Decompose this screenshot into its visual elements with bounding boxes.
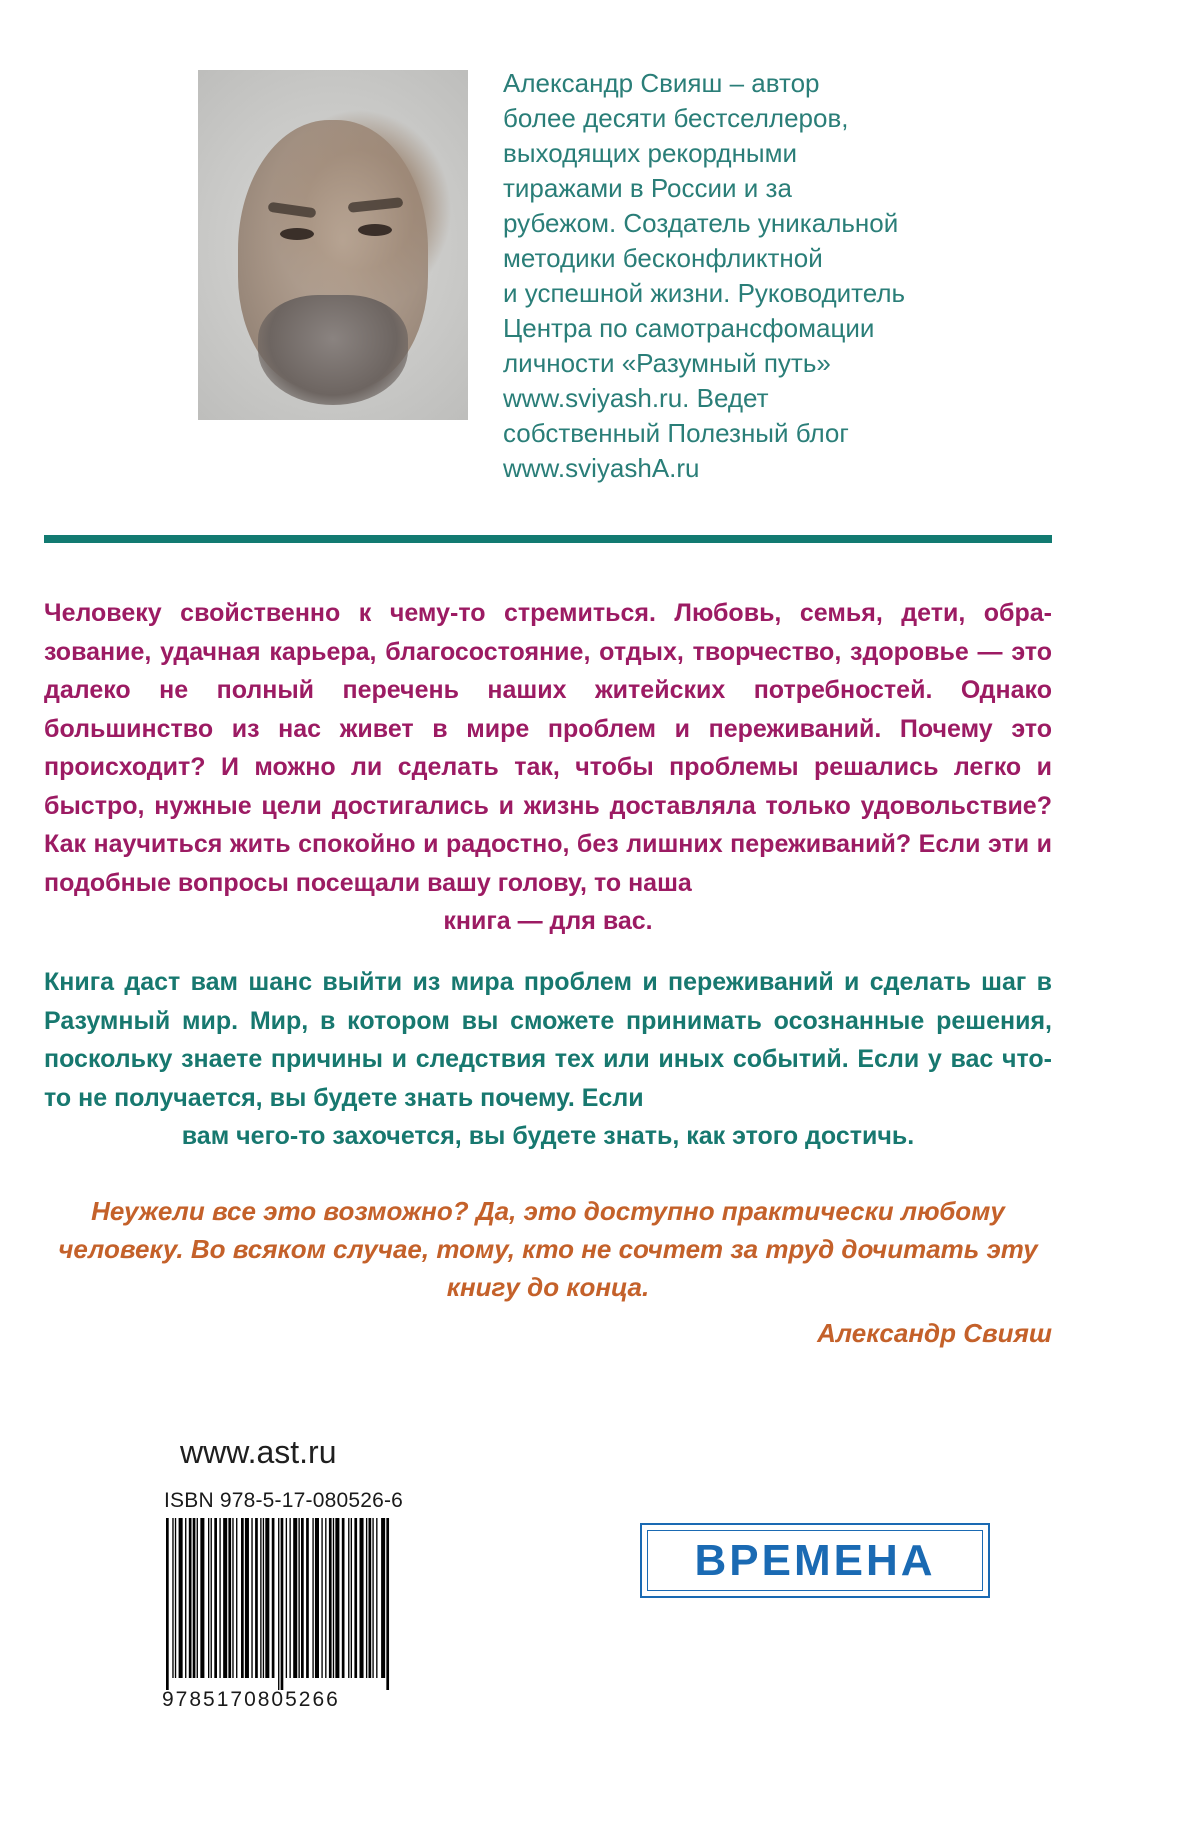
bio-line: Александр Свияш – автор xyxy=(503,68,820,98)
publisher-logo xyxy=(640,1523,990,1598)
barcode-bar xyxy=(189,1518,192,1678)
paragraph-1-body: Человеку свойственно к чему-то стремиться. Любовь, семья, дети, образование, удачная карьера, благосостояние, отдых, творчество, здоровье — это далеко не полный перечень наших житейских потребностей. Однако большинство из нас живет в мире проблем и переживаний. Почему это происходит? И можно ли сделать так, чтобы проблемы решались легко и быстро, нужные цели достигались и жизнь доставляла только удовольствие? Как научиться жить спокойно и радостно, без лишних переживаний? Если эти и подобные вопросы посещали вашу голову, то наша xyxy=(44,599,1052,897)
barcode-bar xyxy=(166,1518,169,1690)
barcode-bar xyxy=(348,1518,349,1678)
author-bio xyxy=(503,66,983,486)
publisher-website[interactable]: www.ast.ru xyxy=(180,1434,337,1470)
publisher-logo-text: ВРЕМЕНА xyxy=(694,1535,936,1585)
barcode-bar xyxy=(223,1518,227,1678)
barcode-bar xyxy=(329,1518,332,1678)
barcode-bar xyxy=(197,1518,198,1678)
barcode-number: 9785170805266 xyxy=(162,1688,340,1711)
barcode-bar xyxy=(208,1518,209,1678)
barcode-bar xyxy=(236,1518,237,1678)
paragraph-2-last-line: вам чего-то захочется, вы будете знать, как этого достичь. xyxy=(181,1122,915,1150)
barcode-bar xyxy=(228,1518,231,1678)
barcode-bar xyxy=(321,1518,322,1678)
barcode-bar xyxy=(381,1518,385,1678)
bio-line: и успешной жизни. Руководитель xyxy=(503,278,906,308)
barcode-bar xyxy=(376,1518,377,1678)
barcode-bar xyxy=(333,1518,334,1678)
bio-line: www.sviyash.ru. Ведет xyxy=(503,383,769,413)
quote-line: человеку. Во всяком случае, тому, кто не сочтет за труд дочитать эту xyxy=(58,1234,1038,1264)
quote-line: Неужели все это возможно? Да, это доступно практически любому xyxy=(91,1196,1005,1226)
publisher-logo-inner-border xyxy=(647,1530,983,1591)
author-signature: Александр Свияш xyxy=(817,1318,1052,1348)
section-divider xyxy=(44,535,1052,543)
author-eye-right xyxy=(358,224,392,236)
barcode-bar xyxy=(301,1518,304,1678)
barcode-bar xyxy=(366,1518,367,1678)
paragraph-1-last-line: книга — для вас. xyxy=(443,907,653,935)
barcode-bar xyxy=(286,1518,287,1678)
bio-line: www.sviyashA.ru xyxy=(503,453,700,483)
barcode-bar xyxy=(211,1518,212,1678)
barcode-bar xyxy=(386,1518,389,1690)
barcode-bar xyxy=(312,1518,313,1678)
bio-line: тиражами в России и за xyxy=(503,173,792,203)
author-eye-left xyxy=(280,228,314,240)
barcode-bar xyxy=(219,1518,220,1678)
barcode-bar xyxy=(278,1518,279,1690)
barcode-bar xyxy=(342,1518,345,1678)
barcode-bar xyxy=(369,1518,372,1678)
closing-quote xyxy=(44,1192,1052,1306)
bio-line: Центра по самотрансфомации xyxy=(503,313,875,343)
author-photo xyxy=(198,70,468,420)
barcode-image xyxy=(164,1518,394,1690)
barcode-bar xyxy=(175,1518,176,1678)
barcode-bar xyxy=(281,1518,284,1690)
barcode-bar xyxy=(354,1518,357,1678)
barcode-bar xyxy=(360,1518,364,1678)
barcode-bar xyxy=(185,1518,186,1678)
barcode-bar xyxy=(200,1518,204,1678)
barcode-bar xyxy=(272,1518,275,1678)
barcode-bar xyxy=(263,1518,264,1678)
barcode-bar xyxy=(315,1518,319,1678)
bio-line: рубежом. Создатель уникальной xyxy=(503,208,899,238)
bio-line: методики бесконфликтной xyxy=(503,243,823,273)
description-paragraph-2 xyxy=(44,963,1052,1156)
barcode-bar xyxy=(251,1518,252,1678)
barcode-bar xyxy=(245,1518,249,1678)
barcode-bar xyxy=(289,1518,290,1678)
bio-line: выходящих рекордными xyxy=(503,138,798,168)
barcode-bar xyxy=(255,1518,258,1678)
barcode-bar xyxy=(372,1518,373,1678)
barcode-bar xyxy=(232,1518,233,1678)
barcode-bar xyxy=(172,1518,173,1678)
barcode-bar xyxy=(298,1518,299,1678)
isbn-label: ISBN 978-5-17-080526-6 xyxy=(164,1489,404,1512)
author-beard xyxy=(258,295,408,405)
barcode-bar xyxy=(214,1518,217,1678)
bio-line: собственный Полезный блог xyxy=(503,418,849,448)
barcode-bar xyxy=(193,1518,196,1678)
paragraph-2-body: Книга даст вам шанс выйти из мира проблем и переживаний и сделать шаг в Разумный мир. Мир, в котором вы сможете принимать осознанные решения, поскольку знаете причины и следствия тех или иных событий. Если у вас что-то не получается, вы будете знать почему. Если xyxy=(44,968,1052,1112)
barcode-bar xyxy=(260,1518,261,1678)
barcode-bar xyxy=(351,1518,352,1678)
barcode-bar xyxy=(306,1518,309,1678)
quote-line: книгу до конца. xyxy=(446,1272,650,1302)
bio-line: личности «Разумный путь» xyxy=(503,348,831,378)
barcode-bar xyxy=(241,1518,244,1678)
barcode-bar xyxy=(265,1518,269,1678)
barcode-bar xyxy=(335,1518,339,1678)
description-paragraph-1 xyxy=(44,594,1052,941)
barcode-bar xyxy=(179,1518,183,1678)
bio-line: более десяти бестселлеров, xyxy=(503,103,849,133)
barcode-bar xyxy=(293,1518,297,1678)
barcode-bar xyxy=(325,1518,326,1678)
